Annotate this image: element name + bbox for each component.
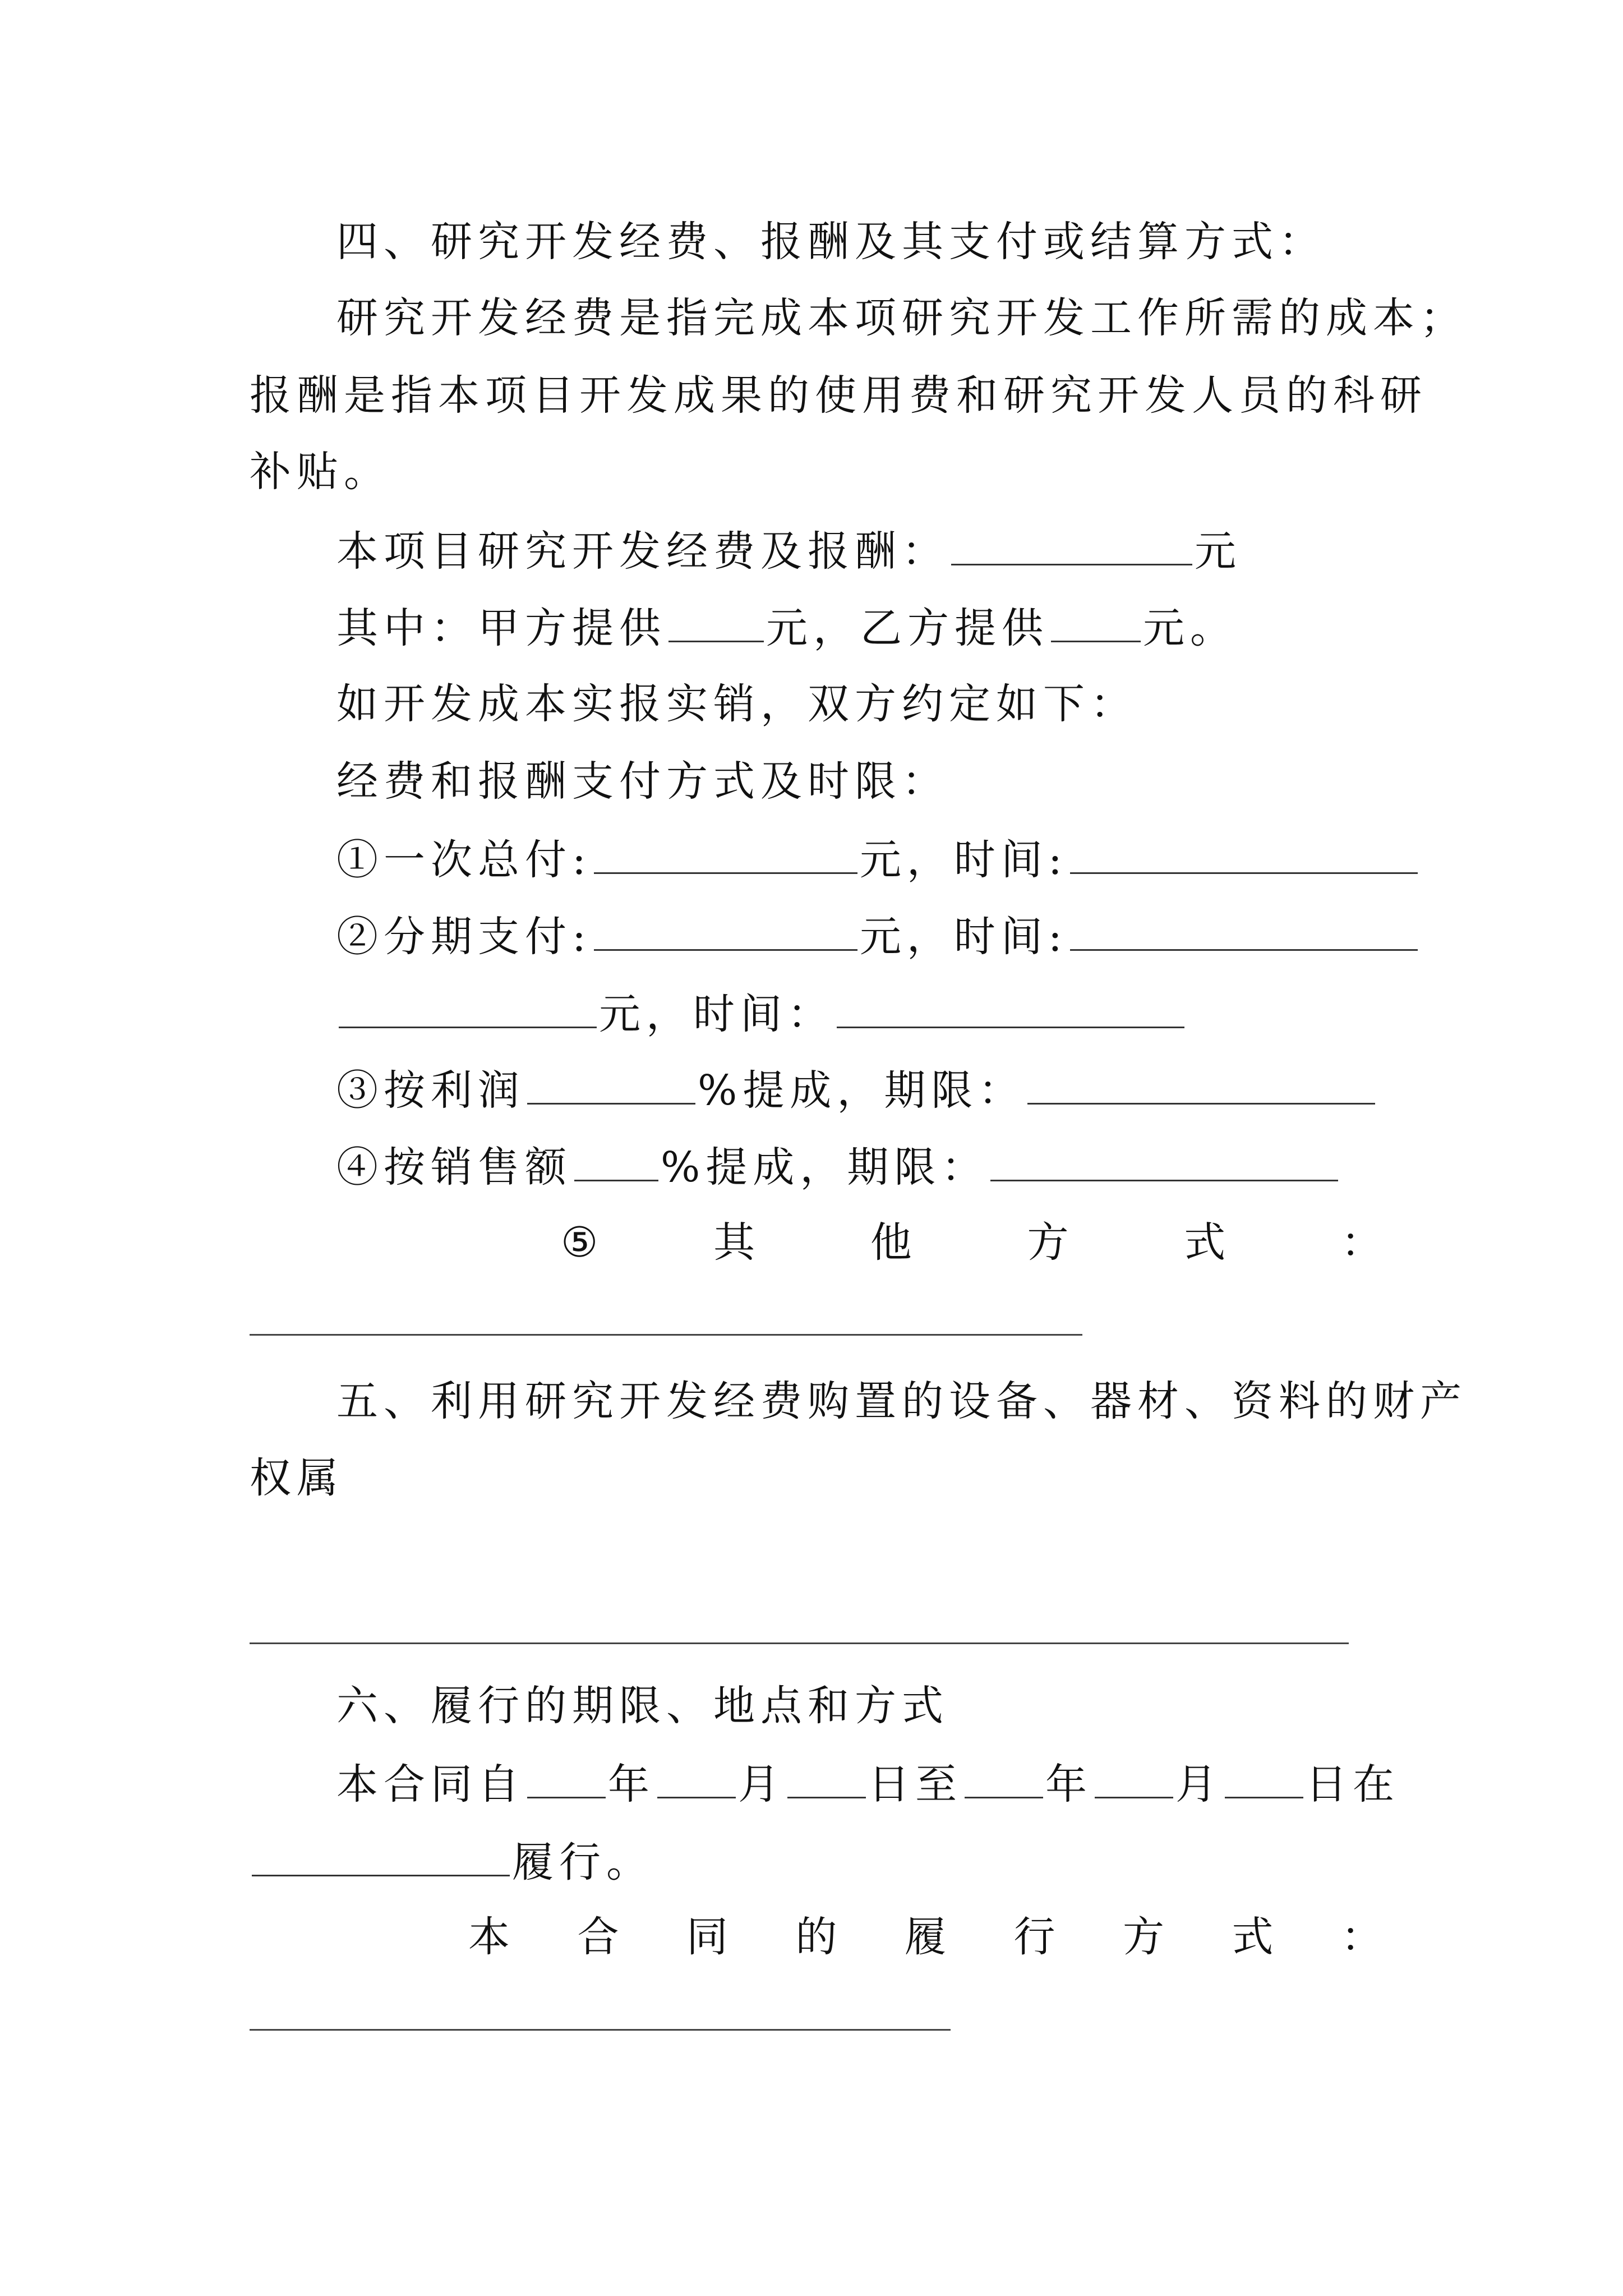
option2-amount-blank[interactable] (594, 904, 857, 951)
option1-time-blank[interactable] (1070, 827, 1418, 874)
period-start-label: 本合同自 (336, 1760, 525, 1809)
party-b-amount-blank[interactable] (1051, 596, 1141, 642)
option4-line (336, 1135, 1340, 1197)
contract-place-line (250, 1830, 653, 1892)
option5-char: 方 (1027, 1218, 1069, 1267)
fee-split-line (336, 596, 1237, 657)
option2-line (336, 904, 1420, 966)
method-char: 同 (686, 1913, 728, 1961)
option1-amount-blank[interactable] (594, 827, 857, 874)
option5-blank[interactable] (250, 1334, 1082, 1336)
method-char: 式 (1232, 1913, 1274, 1961)
method-char: 的 (795, 1913, 837, 1961)
contract-method-blank[interactable] (250, 2029, 951, 2031)
total-fee-line (336, 519, 1242, 581)
option1-line (336, 827, 1420, 889)
option2-time-label: 元，时间: (859, 913, 1068, 961)
payment-heading: 经费和报酬支付方式及时限： (336, 757, 949, 806)
method-char: 合 (577, 1913, 619, 1961)
party-a-amount-blank[interactable] (668, 596, 764, 642)
option2b-amount-blank[interactable] (339, 982, 597, 1028)
method-char: 履 (905, 1913, 946, 1961)
section4-heading: 四、研究开发经费、报酬及其支付或结算方式： (336, 218, 1326, 266)
section5-heading-line1: 五、利用研究开发经费购置的设备、器材、资料的财产 (336, 1377, 1467, 1425)
end-day-blank[interactable] (1225, 1752, 1303, 1798)
place-blank[interactable] (252, 1830, 510, 1876)
method-char: 方 (1123, 1913, 1164, 1961)
method-char: ： (1341, 1913, 1382, 1961)
month-label: 月 (738, 1760, 785, 1809)
year-label: 年 (1045, 1760, 1092, 1809)
option4-period-label: %提成，期限： (661, 1143, 989, 1191)
option3-label: ③按利润 (336, 1066, 525, 1115)
section4-definition-line3: 补贴。 (250, 448, 391, 496)
month-label: 月 (1175, 1760, 1223, 1809)
option5-char: ⑤ (561, 1218, 598, 1267)
option5-char: 他 (870, 1218, 912, 1267)
option4-period-blank[interactable] (990, 1135, 1338, 1181)
option2b-line (336, 982, 1187, 1043)
option2-label: ②分期支付: (336, 913, 592, 961)
contract-method-line (468, 1906, 1382, 1968)
end-year-blank[interactable] (965, 1752, 1043, 1798)
option4-label: ④按销售额 (336, 1143, 572, 1191)
option1-label: ①一次总付: (336, 836, 592, 884)
option3-period-label: %提成，期限： (698, 1066, 1026, 1115)
section4-definition-line1: 研究开发经费是指完成本项研究开发工作所需的成本； (336, 294, 1467, 342)
option3-percent-blank[interactable] (527, 1058, 695, 1105)
option5-char: 式 (1184, 1218, 1226, 1267)
option3-period-blank[interactable] (1027, 1058, 1375, 1105)
end-month-blank[interactable] (1095, 1752, 1173, 1798)
total-fee-blank[interactable] (951, 519, 1192, 565)
option5-char: ： (1340, 1218, 1382, 1267)
place-suffix: 履行。 (512, 1838, 653, 1887)
option5-line (561, 1212, 1382, 1273)
day-at-label: 日在 (1306, 1760, 1400, 1809)
total-fee-label: 本项目研究开发经费及报酬： (336, 527, 949, 576)
option2b-time-label: 元，时间： (599, 990, 834, 1038)
start-month-blank[interactable] (657, 1752, 736, 1798)
contract-period-line (336, 1752, 1400, 1814)
section4-definition-line2: 报酬是指本项目开发成果的使用费和研究开发人员的科研 (250, 371, 1427, 420)
option3-line (336, 1058, 1377, 1120)
method-char: 行 (1013, 1913, 1055, 1961)
option4-percent-blank[interactable] (574, 1135, 658, 1181)
option2-time-blank[interactable] (1070, 904, 1418, 951)
option1-time-label: 元，时间: (859, 836, 1068, 884)
day-to-label: 日至 (868, 1760, 962, 1809)
start-year-blank[interactable] (527, 1752, 606, 1798)
method-char: 本 (468, 1913, 510, 1961)
start-day-blank[interactable] (787, 1752, 866, 1798)
section5-blank[interactable] (250, 1642, 1349, 1644)
section5-heading-line2: 权属 (250, 1454, 344, 1502)
option2b-time-blank[interactable] (837, 982, 1184, 1028)
party-b-label: 元，乙方提供 (766, 604, 1049, 652)
actual-cost-line: 如开发成本实报实销，双方约定如下： (336, 680, 1137, 728)
split-end: 元。 (1143, 604, 1237, 652)
total-fee-unit: 元 (1195, 527, 1242, 576)
year-label: 年 (608, 1760, 655, 1809)
option5-char: 其 (713, 1218, 755, 1267)
party-a-label: 其中：甲方提供 (336, 604, 666, 652)
section6-heading: 六、履行的期限、地点和方式 (336, 1682, 949, 1730)
